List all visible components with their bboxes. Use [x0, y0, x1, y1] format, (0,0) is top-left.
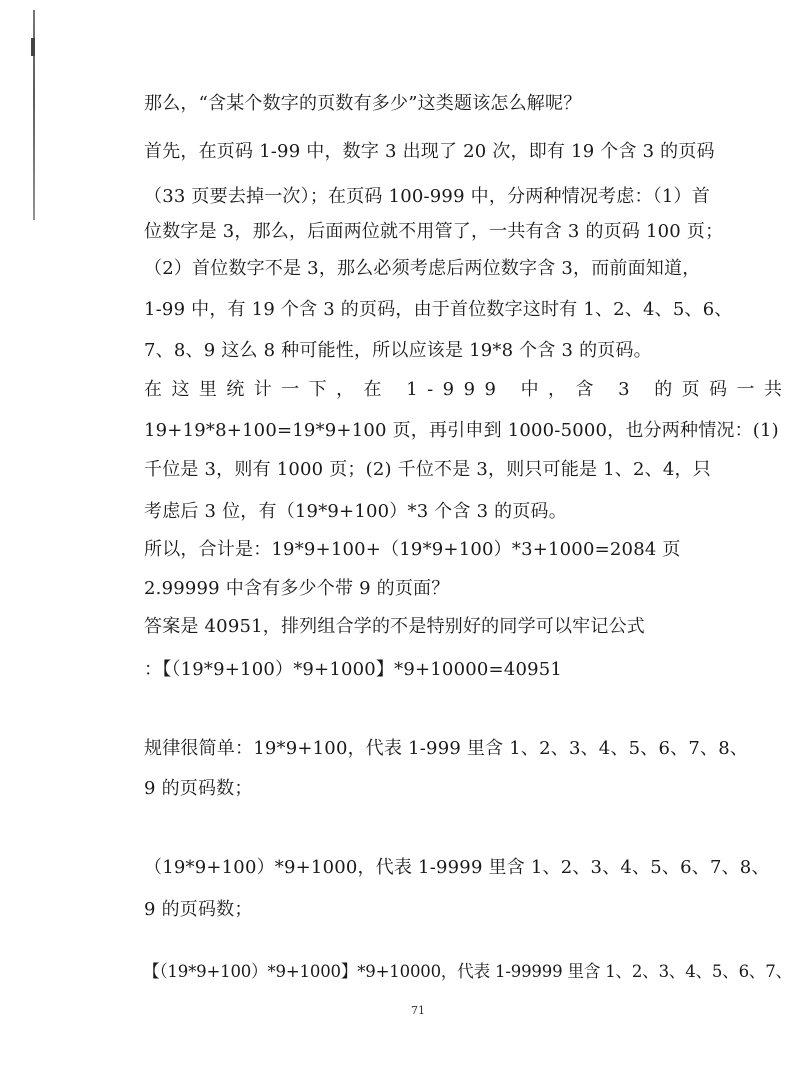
text-line: 9 的页码数； — [144, 899, 253, 920]
text-line: 9 的页码数； — [144, 778, 253, 799]
text-line: 1-99 中，有 19 个含 3 的页码，由于首位数字这时有 1、2、4、5、6、 — [144, 299, 733, 320]
text-line: （2）首位数字不是 3，那么必须考虑后两位数字含 3，而前面知道， — [144, 258, 701, 279]
text-line: 2.99999 中含有多少个带 9 的页面？ — [144, 578, 450, 599]
scan-edge-mark — [31, 38, 35, 56]
text-line: 在这里统计一下，在 1-999 中，含 3 的页码一共 — [144, 379, 792, 400]
text-line: （19*9+100）*9+1000，代表 1-9999 里含 1、2、3、4、5、6、7、8、 — [144, 857, 770, 878]
formula-line: ：【（19*9+100）*9+1000】*9+10000=40951 — [144, 659, 563, 680]
text-line: 首先，在页码 1-99 中，数字 3 出现了 20 次，即有 19 个含 3 的页码 — [144, 141, 715, 162]
text-line: 规律很简单：19*9+100，代表 1-999 里含 1、2、3、4、5、6、7、8、 — [144, 738, 749, 759]
text-line: （33 页要去掉一次）；在页码 100-999 中，分两种情况考虑：（1）首 — [144, 186, 710, 207]
text-line: 7、8、9 这么 8 种可能性，所以应该是 19*8 个含 3 的页码。 — [144, 340, 652, 361]
text-line: 19+19*8+100=19*9+100 页，再引申到 1000-5000，也分两种情况：(1) — [144, 420, 779, 441]
text-line: 位数字是 3，那么，后面两位就不用管了，一共有含 3 的页码 100 页； — [144, 221, 724, 242]
text-line: 千位是 3，则有 1000 页；(2) 千位不是 3，则只可能是 1、2、4，只 — [144, 459, 711, 480]
text-line: 【（19*9+100）*9+1000】*9+10000，代表 1-99999 里含 1、2、3、4、5、6、7、 — [143, 962, 792, 982]
text-line: 答案是 40951，排列组合学的不是特别好的同学可以牢记公式 — [144, 616, 645, 637]
page-number: 71 — [411, 1004, 425, 1017]
text-line: 所以，合计是：19*9+100+（19*9+100）*3+1000=2084 页 — [144, 539, 681, 560]
text-line: 那么，“含某个数字的页数有多少”这类题该怎么解呢？ — [144, 93, 582, 114]
text-line: 考虑后 3 位，有（19*9+100）*3 个含 3 的页码。 — [144, 501, 567, 522]
